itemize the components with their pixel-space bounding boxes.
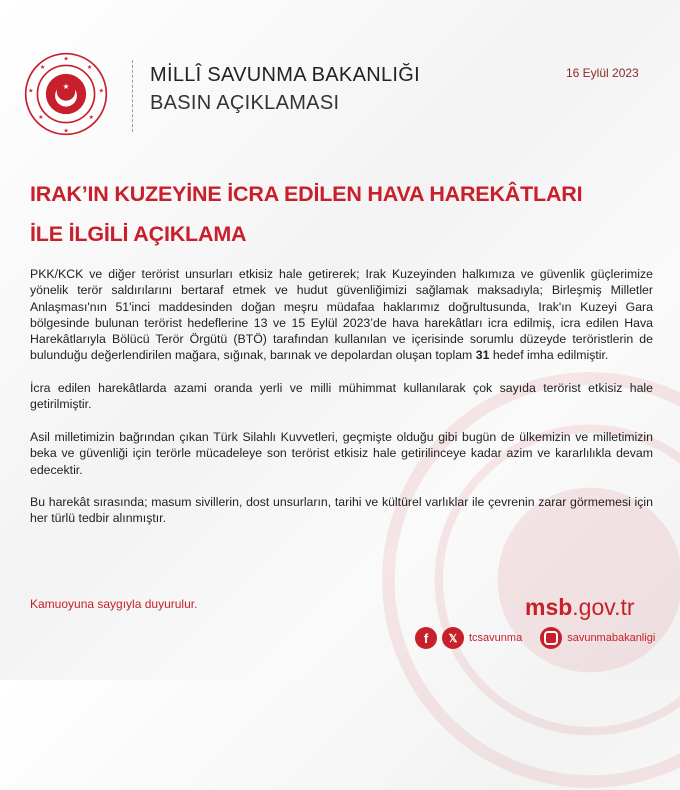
paragraph-2: İcra edilen harekâtlarda azami oranda yerli ve milli mühimmat kullanılarak çok sayıda terörist etkisiz hale getirilmiştir.: [30, 381, 653, 412]
svg-text:★: ★: [63, 56, 69, 63]
header-divider: [132, 60, 133, 132]
ministry-seal-logo: [24, 52, 108, 136]
paragraph-1-text: PKK/KCK ve diğer terörist unsurları etkisiz hale getirerek; Irak Kuzeyinden halkımıza ve güvenlik güçlerimize yönelik terör saldırılarını bertaraf etmek ve hudut güvenliğimizi sağlamak maksadıyla; Birleşmiş Milletler Anlaşması'nın 51'inci maddesinden doğan meşru müdafaa haklarımız doğrultusunda, Irak'ın Kuzeyi Gara bölgesinde bulunan terörist hedeflerine 13 ve 15 Eylül 2023’de hava harekâtları icra edilmiş, icra edilen Hava Harekâtlarıyla Bölücü Terör Örgütü (BTÖ) tarafından kullanılan ve içerisinde sorumlu düzeyde teröristlerin de bulunduğu değerlendirilen mağara, sığınak, barınak ve depolardan oluşan toplam: [30, 267, 653, 363]
svg-text:★: ★: [28, 88, 34, 95]
release-date: 16 Eylül 2023: [566, 66, 639, 80]
organization-name: MİLLÎ SAVUNMA BAKANLIĞI: [150, 64, 420, 86]
closing-line: Kamuoyuna saygıyla duyurulur.: [30, 597, 198, 611]
paragraph-1: [30, 266, 653, 364]
title-line-1: IRAK’IN KUZEYİNE İCRA EDİLEN HAVA HAREKÂTLARI: [30, 182, 583, 206]
svg-text:★: ★: [62, 81, 70, 91]
svg-text:★: ★: [39, 64, 46, 71]
x-twitter-icon[interactable]: 𝕏: [442, 627, 464, 649]
paragraph-1-end: hedef imha edilmiştir.: [489, 348, 609, 363]
paragraph-4: Bu harekât sırasında; masum sivillerin, dost unsurların, tarihi ve kültürel varlıklar ile çevrenin zarar görmemesi için her türlü tedbir alınmıştır.: [30, 495, 653, 526]
paragraph-3: Asil milletimizin bağrından çıkan Türk Silahlı Kuvvetleri, geçmişte olduğu gibi bugün de ülkemizin ve milletimizin beka ve güvenliği için terörle mücadeleye son terörist etkisiz hale getirilinceye kadar azim ve kararlılıkla devam edecektir.: [30, 429, 653, 477]
document-type: BASIN AÇIKLAMASI: [150, 92, 340, 114]
statement-title: [30, 174, 660, 254]
svg-text:★: ★: [63, 128, 69, 135]
svg-text:★: ★: [98, 88, 104, 95]
statement-body: [30, 266, 653, 543]
site-rest: .gov.tr: [572, 594, 635, 620]
svg-text:★: ★: [86, 64, 93, 71]
facebook-icon[interactable]: f: [415, 627, 437, 649]
social-links: [415, 627, 655, 649]
instagram-icon[interactable]: [540, 627, 562, 649]
site-bold: msb: [525, 594, 573, 620]
instagram-handle[interactable]: savunmabakanligi: [567, 632, 656, 644]
svg-text:★: ★: [88, 115, 94, 122]
target-count: 31: [475, 348, 490, 363]
website-link[interactable]: [525, 594, 635, 621]
svg-text:★: ★: [38, 115, 44, 122]
title-line-2: İLE İLGİLİ AÇIKLAMA: [30, 222, 247, 246]
twitter-handle[interactable]: tcsavunma: [469, 632, 523, 644]
